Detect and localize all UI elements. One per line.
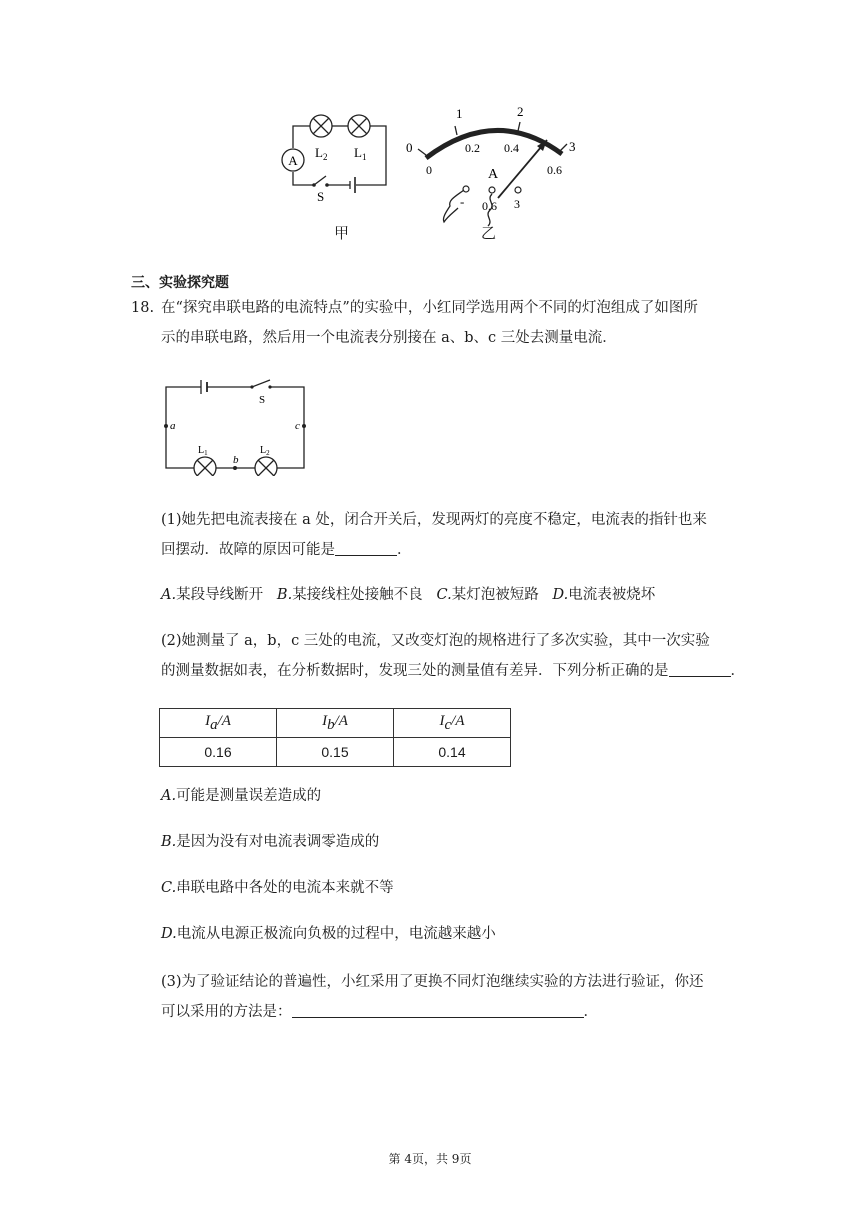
part3-line2	[161, 1002, 598, 1022]
part2-option-b: B.是因为没有对电流表调零造成的	[161, 834, 380, 850]
section-title: 三、实验探究题	[131, 275, 229, 291]
part3-line1: (3)为了验证结论的普遍性，小红采用了更换不同灯泡继续实验的方法进行验证，你还	[161, 974, 704, 990]
value-ib: 0.15	[277, 738, 394, 767]
page-footer: 第 4页，共 9页	[388, 1152, 472, 1166]
part3-line2-prefix: 可以采用的方法是：	[161, 1004, 292, 1020]
option-c: C.某灯泡被短路	[436, 587, 539, 603]
upper-scale-3: 3	[569, 139, 576, 154]
question-number: 18.	[131, 300, 155, 316]
part2-line2	[161, 661, 745, 681]
circuit-diagram-jia	[276, 112, 396, 204]
part2-option-d: D.电流从电源正极流向负极的过程中，电流越来越小	[161, 926, 496, 942]
part1-answer-blank[interactable]	[335, 541, 397, 556]
question-stem-line2: 示的串联电路，然后用一个电流表分别接在 a、b、c 三处去测量电流．	[161, 330, 617, 346]
value-ic: 0.14	[394, 738, 511, 767]
upper-scale-2: 2	[517, 104, 524, 119]
unit-label: A	[488, 167, 499, 182]
terminal-negative: -	[460, 194, 465, 209]
option-d: D.电流表被烧坏	[552, 587, 656, 603]
option-b: B.某接线柱处接触不良	[276, 587, 423, 603]
option-a: A.某段导线断开	[161, 587, 264, 603]
point-a-label: a	[170, 420, 176, 432]
table-row	[160, 738, 511, 767]
lamp1-label: $L_1$	[198, 445, 208, 457]
header-ib: $I_b/A$	[277, 709, 394, 738]
switch-s-label: S	[259, 394, 266, 406]
part1-options	[161, 585, 655, 605]
part1-line2-prefix: 回摆动．故障的原因可能是	[161, 542, 335, 558]
part2-option-a: A.可能是测量误差造成的	[161, 788, 322, 804]
part1-line2	[161, 540, 412, 560]
part1-line2-suffix: ．	[397, 542, 412, 558]
lower-scale-0: 0	[426, 163, 432, 177]
lamp-l2-label: $L_2$	[315, 145, 328, 162]
measurement-table	[159, 708, 511, 767]
series-circuit-diagram	[158, 376, 310, 476]
upper-scale-0: 0	[406, 140, 413, 155]
part2-line2-prefix: 的测量数据如表，在分析数据时，发现三处的测量值有差异．下列分析正确的是	[161, 663, 669, 679]
part1-line1: (1)她先把电流表接在 a 处，闭合开关后，发现两灯的亮度不稳定，电流表的指针也来	[161, 512, 707, 528]
figure-caption-jia: 甲	[334, 224, 350, 242]
figure-caption-yi: 乙	[481, 224, 497, 242]
upper-scale-1: 1	[456, 106, 463, 121]
lower-scale-0-4: 0.4	[504, 141, 519, 155]
lamp-l1-label: $L_1$	[354, 145, 367, 162]
part2-option-c: C.串联电路中各处的电流本来就不等	[161, 880, 394, 896]
ammeter-symbol-label: A	[288, 153, 298, 168]
terminal-3: 3	[514, 197, 520, 211]
table-header-row	[160, 709, 511, 738]
switch-label: S	[317, 189, 325, 204]
header-ia: $I_a/A$	[160, 709, 277, 738]
point-c-label: c	[295, 420, 300, 432]
part3-line2-suffix: ．	[583, 1004, 598, 1020]
question-stem-line1: 在“探究串联电路的电流特点”的实验中，小红同学选用两个不同的灯泡组成了如图所	[161, 300, 698, 316]
part3-answer-blank[interactable]	[292, 1003, 584, 1018]
header-ic: $I_c/A$	[394, 709, 511, 738]
point-b-label: b	[233, 454, 239, 466]
lamp2-label: $L_2$	[260, 445, 270, 457]
lower-scale-0-6: 0.6	[547, 163, 562, 177]
part2-line2-suffix: ．	[730, 663, 745, 679]
part2-line1: (2)她测量了 a，b，c 三处的电流，又改变灯泡的规格进行了多次实验，其中一次实验	[161, 633, 710, 649]
lower-scale-0-2: 0.2	[465, 141, 480, 155]
terminal-0-6: 0.6	[482, 199, 497, 213]
ammeter-dial-yi	[400, 100, 590, 240]
part2-answer-blank[interactable]	[669, 662, 731, 677]
value-ia: 0.16	[160, 738, 277, 767]
